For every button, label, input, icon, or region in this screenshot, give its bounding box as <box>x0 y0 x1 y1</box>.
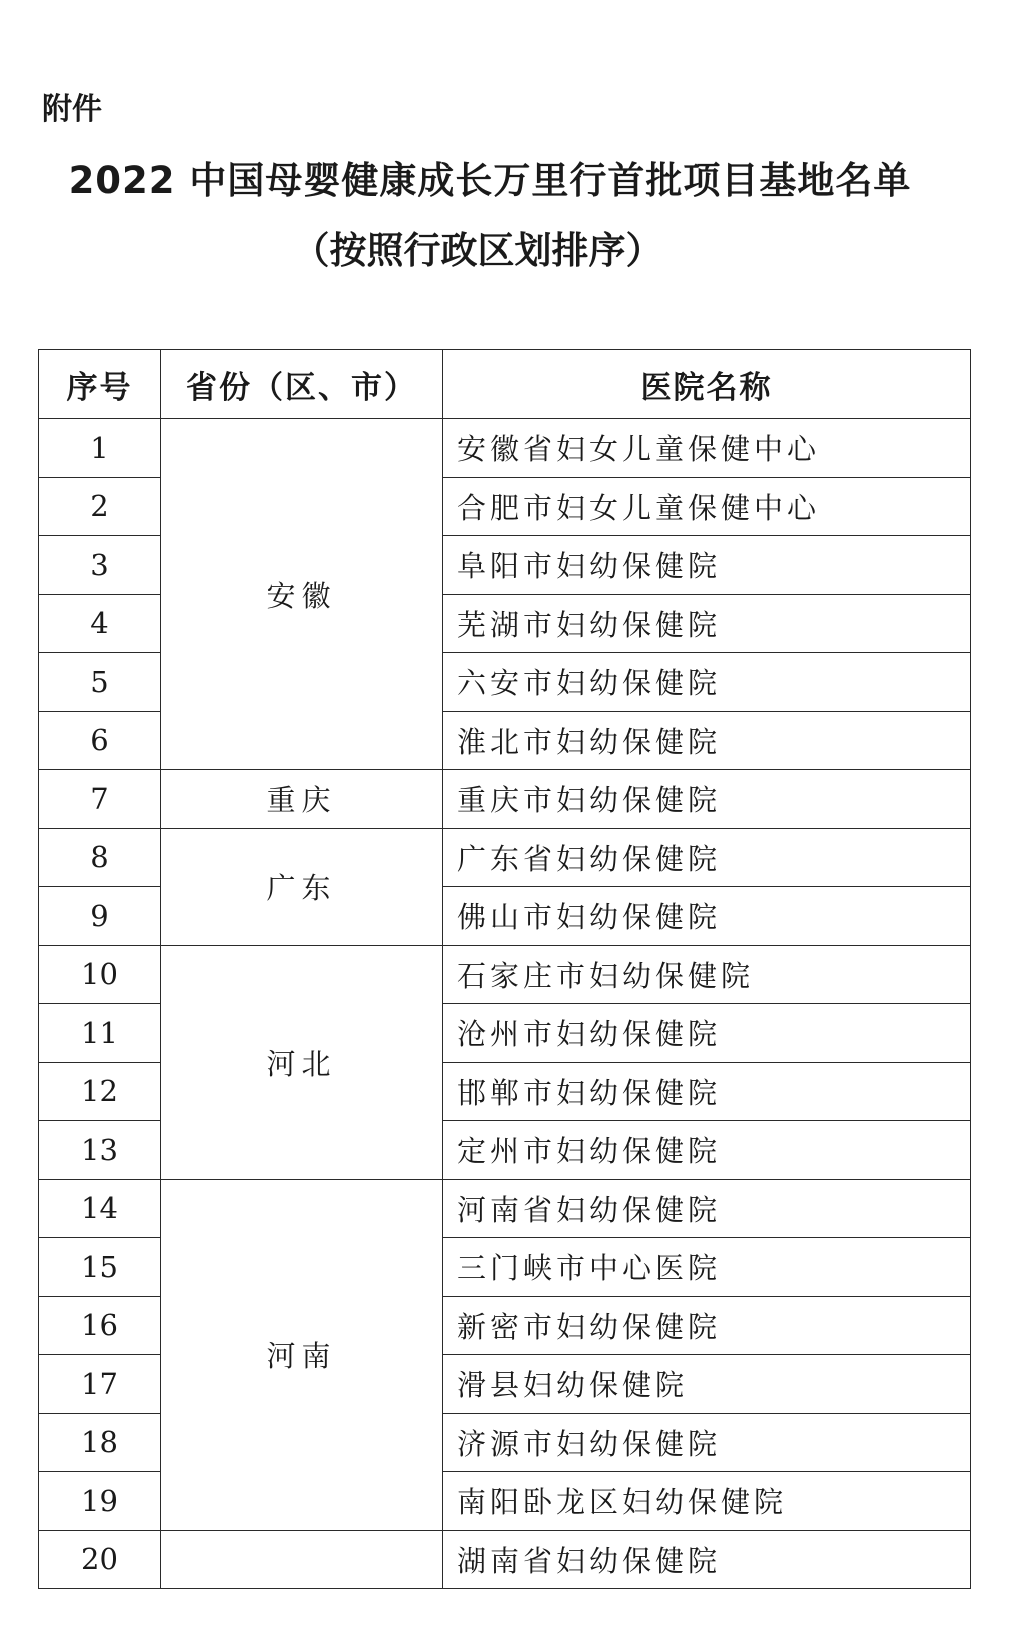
row-number: 9 <box>39 887 161 946</box>
row-number: 14 <box>39 1179 161 1238</box>
province-cell: 河北 <box>161 945 443 1179</box>
hospital-name: 石家庄市妇幼保健院 <box>443 945 971 1004</box>
hospital-name: 阜阳市妇幼保健院 <box>443 536 971 595</box>
document-title: 2022 中国母婴健康成长万里行首批项目基地名单 <box>68 159 912 202</box>
hospital-name: 芜湖市妇幼保健院 <box>443 594 971 653</box>
row-number: 12 <box>39 1062 161 1121</box>
row-number: 19 <box>39 1472 161 1531</box>
table-row <box>39 419 971 478</box>
row-number: 3 <box>39 536 161 595</box>
province-cell: 广东 <box>161 828 443 945</box>
attachment-label: 附件 <box>42 92 102 127</box>
hospital-name: 六安市妇幼保健院 <box>443 653 971 712</box>
hospital-name: 滑县妇幼保健院 <box>443 1355 971 1414</box>
province-cell <box>161 1530 443 1589</box>
hospital-name: 佛山市妇幼保健院 <box>443 887 971 946</box>
header-hospital: 医院名称 <box>443 350 971 419</box>
row-number: 13 <box>39 1121 161 1180</box>
hospital-name: 南阳卧龙区妇幼保健院 <box>443 1472 971 1531</box>
hospital-table <box>38 349 971 1589</box>
table-row <box>39 1530 971 1589</box>
table-row <box>39 770 971 829</box>
row-number: 1 <box>39 419 161 478</box>
row-number: 18 <box>39 1413 161 1472</box>
header-number: 序号 <box>39 350 161 419</box>
row-number: 15 <box>39 1238 161 1297</box>
hospital-name: 三门峡市中心医院 <box>443 1238 971 1297</box>
row-number: 6 <box>39 711 161 770</box>
hospital-name: 济源市妇幼保健院 <box>443 1413 971 1472</box>
table-row <box>39 1179 971 1238</box>
header-province: 省份（区、市） <box>161 350 443 419</box>
table-body <box>39 419 971 1589</box>
row-number: 8 <box>39 828 161 887</box>
hospital-name: 淮北市妇幼保健院 <box>443 711 971 770</box>
hospital-name: 沧州市妇幼保健院 <box>443 1004 971 1063</box>
row-number: 2 <box>39 477 161 536</box>
hospital-name: 合肥市妇女儿童保健中心 <box>443 477 971 536</box>
province-cell: 重庆 <box>161 770 443 829</box>
row-number: 10 <box>39 945 161 1004</box>
table-row <box>39 828 971 887</box>
document-subtitle: （按照行政区划排序） <box>292 229 663 272</box>
row-number: 4 <box>39 594 161 653</box>
hospital-name: 河南省妇幼保健院 <box>443 1179 971 1238</box>
hospital-name: 湖南省妇幼保健院 <box>443 1530 971 1589</box>
province-cell: 安徽 <box>161 419 443 770</box>
row-number: 20 <box>39 1530 161 1589</box>
row-number: 17 <box>39 1355 161 1414</box>
hospital-name: 广东省妇幼保健院 <box>443 828 971 887</box>
hospital-name: 安徽省妇女儿童保健中心 <box>443 419 971 478</box>
row-number: 11 <box>39 1004 161 1063</box>
hospital-name: 邯郸市妇幼保健院 <box>443 1062 971 1121</box>
hospital-name: 重庆市妇幼保健院 <box>443 770 971 829</box>
row-number: 16 <box>39 1296 161 1355</box>
province-cell: 河南 <box>161 1179 443 1530</box>
table-header <box>39 350 971 419</box>
row-number: 5 <box>39 653 161 712</box>
hospital-name: 定州市妇幼保健院 <box>443 1121 971 1180</box>
hospital-name: 新密市妇幼保健院 <box>443 1296 971 1355</box>
table-row <box>39 945 971 1004</box>
row-number: 7 <box>39 770 161 829</box>
